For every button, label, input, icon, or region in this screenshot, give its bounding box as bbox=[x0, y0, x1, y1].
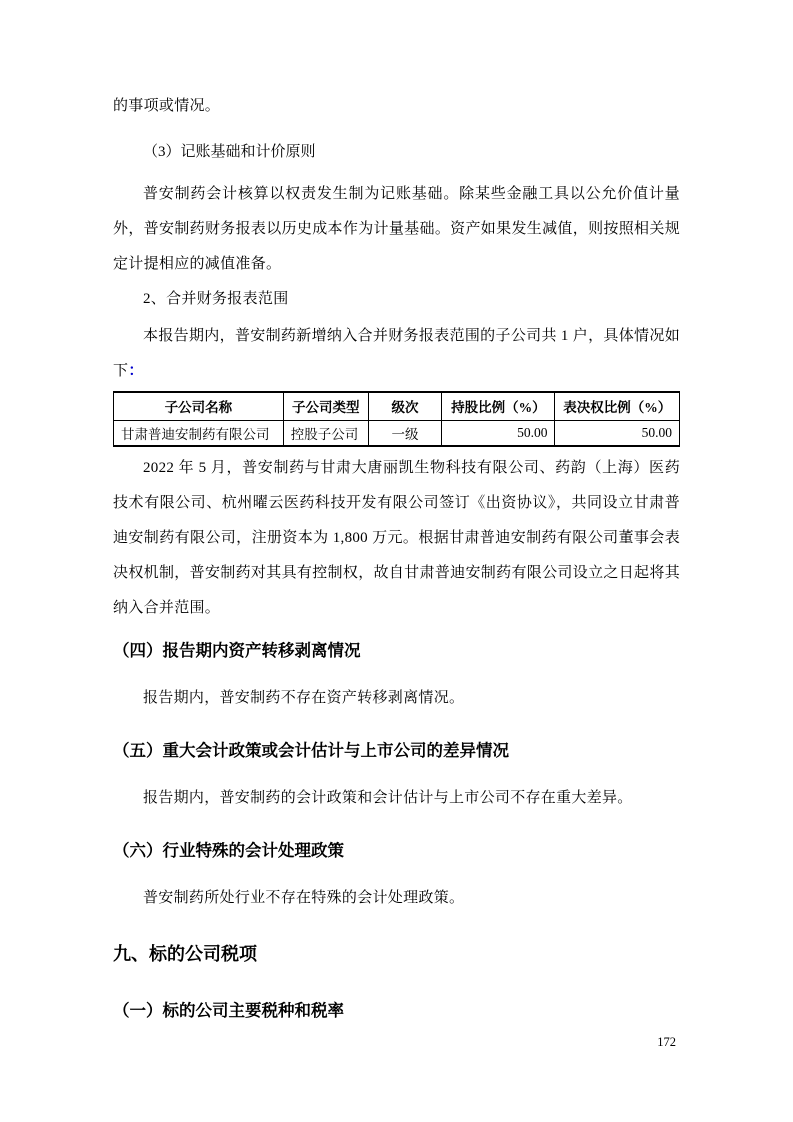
establishment-paragraph: 2022 年 5 月，普安制药与甘肃大唐丽凯生物科技有限公司、药韵（上海）医药技术有限公司、杭州曜云医药科技开发有限公司签订《出资协议》，共同设立甘肃普迪安制药有限公司，注册资本为 1,800 万元。根据甘肃普迪安制药有限公司董事会表决权机制，普安制药对其具有控制权，故自甘肃普迪安制药有限公司设立之日起将其纳入合并范围。 bbox=[113, 460, 680, 616]
section6-body: 普安制药所处行业不存在特殊的会计处理政策。 bbox=[143, 890, 465, 906]
col-header-shareholding-ratio: 持股比例（%） bbox=[442, 392, 555, 420]
section4-heading: （四）报告期内资产转移剥离情况 bbox=[113, 642, 361, 660]
col-header-subsidiary-type: 子公司类型 bbox=[283, 392, 368, 420]
consolidation-scope-paragraph bbox=[113, 319, 680, 389]
table-row bbox=[114, 420, 680, 446]
cell-subsidiary-type: 控股子公司 bbox=[283, 420, 368, 446]
section5-body: 报告期内，普安制药的会计政策和会计估计与上市公司不存在重大差异。 bbox=[143, 790, 633, 806]
intro-tail-paragraph: 的事项或情况。 bbox=[113, 98, 221, 114]
cell-shareholding-ratio: 50.00 bbox=[442, 420, 555, 446]
item2-subheading: 2、合并财务报表范围 bbox=[143, 291, 289, 307]
cell-subsidiary-name: 甘肃普迪安制药有限公司 bbox=[114, 420, 284, 446]
table-header-row bbox=[114, 392, 680, 420]
section4-body: 报告期内，普安制药不存在资产转移剥离情况。 bbox=[143, 690, 465, 706]
scope-colon: ： bbox=[128, 363, 144, 379]
subsidiary-table bbox=[113, 391, 680, 447]
section9-1-heading: （一）标的公司主要税种和税率 bbox=[113, 1002, 344, 1020]
accounting-basis-paragraph: 普安制药会计核算以权责发生制为记账基础。除某些金融工具以公允价值计量外，普安制药财务报表以历史成本作为计量基础。资产如果发生减值，则按照相关规定计提相应的减值准备。 bbox=[113, 186, 680, 272]
col-header-voting-ratio: 表决权比例（%） bbox=[555, 392, 680, 420]
cell-level: 一级 bbox=[368, 420, 442, 446]
section6-heading: （六）行业特殊的会计处理政策 bbox=[113, 842, 344, 860]
cell-voting-ratio: 50.00 bbox=[555, 420, 680, 446]
chapter9-heading: 九、标的公司税项 bbox=[113, 944, 257, 964]
scope-text: 本报告期内，普安制药新增纳入合并财务报表范围的子公司共 1 户，具体情况如下 bbox=[113, 328, 680, 379]
page-number: 172 bbox=[657, 1035, 676, 1049]
col-header-level: 级次 bbox=[368, 392, 442, 420]
col-header-subsidiary-name: 子公司名称 bbox=[114, 392, 284, 420]
item3-subheading: （3）记账基础和计价原则 bbox=[143, 144, 316, 160]
section5-heading: （五）重大会计政策或会计估计与上市公司的差异情况 bbox=[113, 742, 509, 760]
